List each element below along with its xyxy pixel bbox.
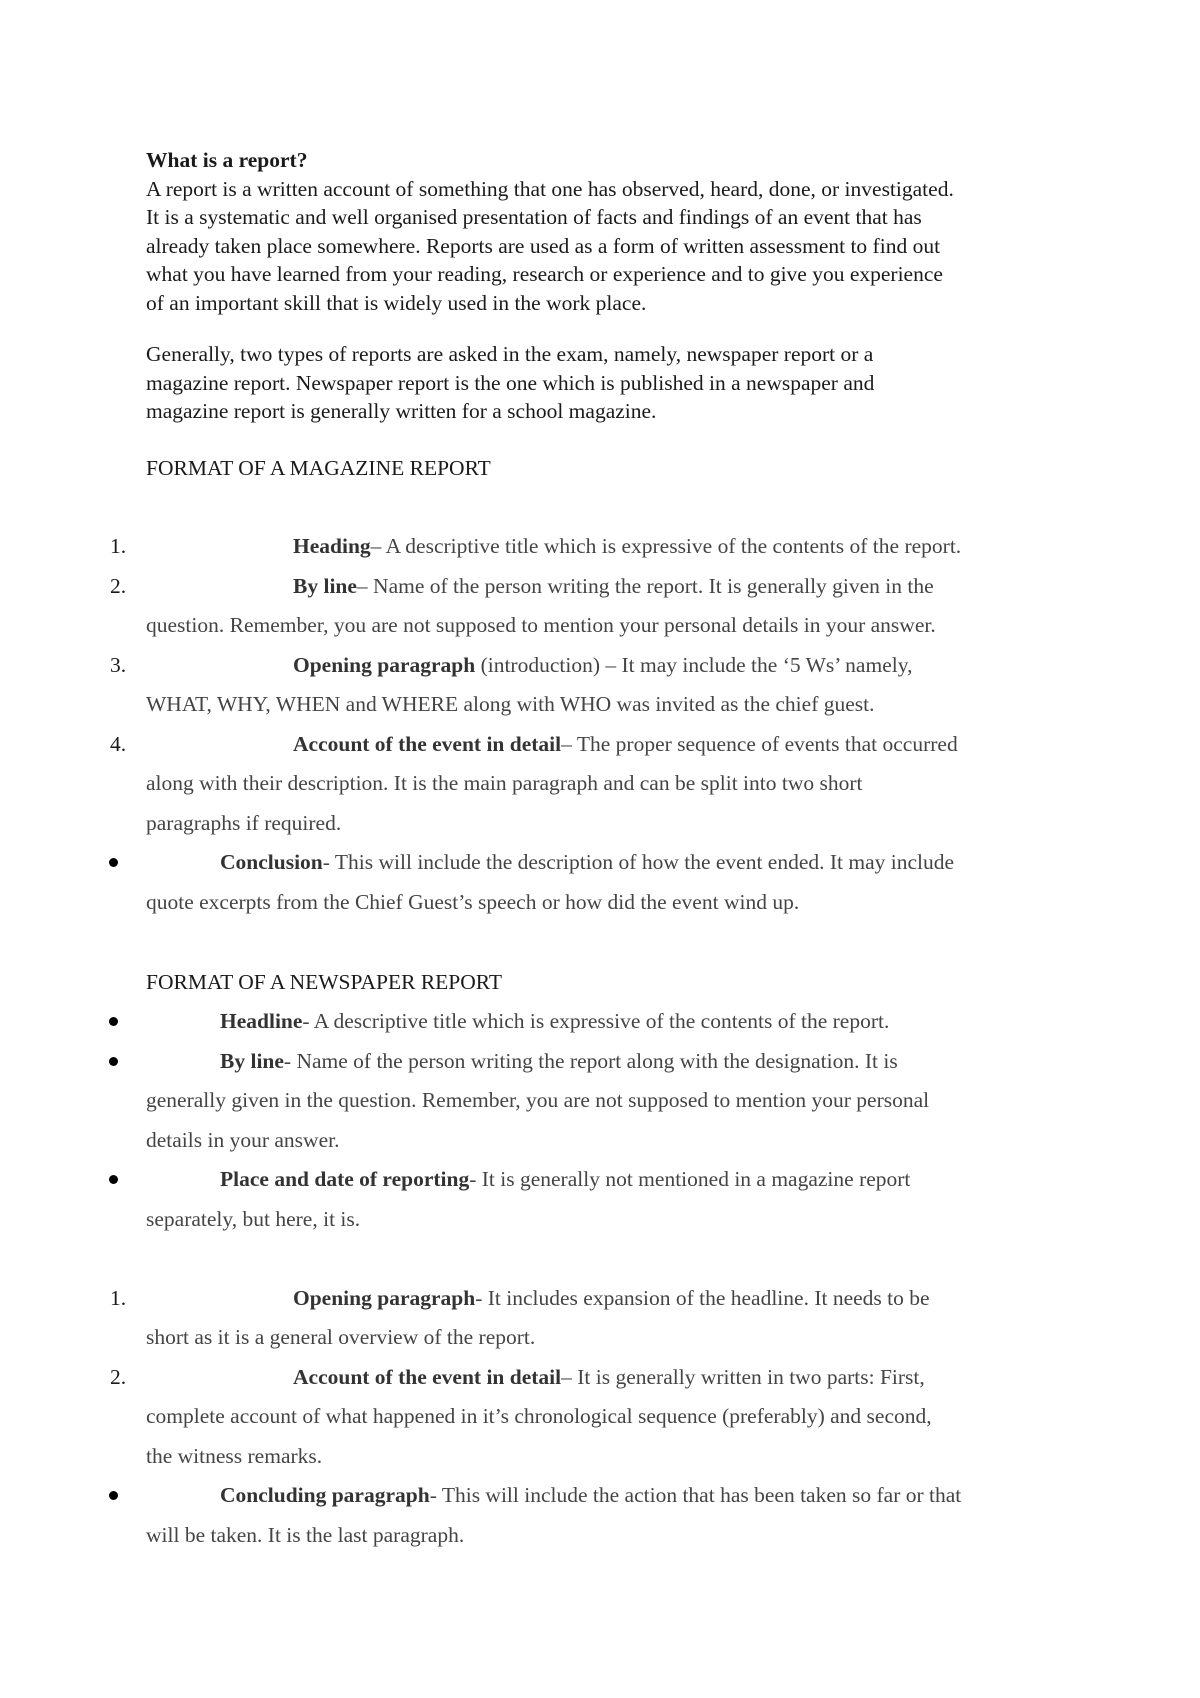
item-continuation [146,1318,1086,1358]
item-first-line [293,1279,930,1319]
item-continuation [146,606,1086,646]
continuation-line: the witness remarks. [146,1443,323,1468]
magazine-section-heading: FORMAT OF A MAGAZINE REPORT [146,456,491,480]
item-term: By line [293,573,357,598]
item-text: – Name of the person writing the report. It is generally given in the [356,573,934,598]
list-number: 1. [110,534,127,558]
item-continuation [146,764,1086,843]
item-first-line [293,567,934,607]
newspaper-section-heading: FORMAT OF A NEWSPAPER REPORT [146,970,502,994]
item-first-line [293,527,961,567]
item-term: Concluding paragraph [220,1483,430,1507]
item-term: Conclusion [220,850,323,874]
item-first-line [220,843,954,883]
types-line: Generally, two types of reports are asked in the exam, namely, newspaper report or a [146,342,874,366]
bullet-icon [109,858,118,867]
item-term: Opening paragraph [293,1285,476,1310]
types-line: magazine report. Newspaper report is the one which is published in a newspaper and [146,370,875,395]
item-term: Account of the event in detail [293,731,562,756]
item-term: Heading [293,534,371,558]
bullet-icon [109,1057,118,1066]
continuation-line: will be taken. It is the last paragraph. [146,1522,465,1547]
item-term: By line [220,1048,284,1073]
item-first-line [220,1476,961,1516]
item-first-line [220,1160,910,1200]
item-text: – A descriptive title which is expressive of the contents of the report. [370,534,962,558]
bullet-icon [109,1017,118,1026]
continuation-line: quote excerpts from the Chief Guest’s speech or how did the event wind up. [146,889,800,914]
intro-block [146,146,1076,317]
intro-line: what you have learned from your reading, research or experience and to give you experience [146,262,943,286]
item-continuation [146,883,1086,923]
item-continuation [146,1397,1086,1476]
list-number: 4. [110,731,127,756]
item-continuation [146,685,1086,725]
item-text: - It is generally not mentioned in a magazine report [469,1167,911,1191]
item-term: Account of the event in detail [293,1364,562,1389]
item-text: - It includes expansion of the headline. It needs to be [475,1285,930,1310]
item-continuation [146,1200,1086,1240]
continuation-line: question. Remember, you are not supposed to mention your personal details in your answer. [146,613,936,637]
item-text: - This will include the action that has been taken so far or that [429,1483,962,1507]
continuation-line: separately, but here, it is. [146,1206,361,1231]
item-continuation [146,1516,1086,1556]
item-first-line [220,1002,889,1042]
continuation-line: details in your answer. [146,1127,340,1152]
item-term: Opening paragraph [293,652,476,677]
intro-line: A report is a written account of something that one has observed, heard, done, or investigated. [146,176,954,201]
list-number: 3. [110,652,127,677]
intro-line: already taken place somewhere. Reports are used as a form of written assessment to find out [146,233,941,258]
intro-line: of an important skill that is widely used in the work place. [146,290,647,315]
item-text: – The proper sequence of events that occurred [561,731,958,756]
item-term: Headline [220,1009,303,1033]
item-text: - This will include the description of how the event ended. It may include [322,850,955,874]
item-continuation [146,1081,1086,1160]
continuation-line: along with their description. It is the main paragraph and can be split into two short [146,771,863,795]
types-line: magazine report is generally written for a school magazine. [146,399,657,423]
continuation-line: complete account of what happened in it’s chronological sequence (preferably) and second, [146,1404,932,1428]
continuation-line: short as it is a general overview of the report. [146,1325,536,1349]
item-text: - Name of the person writing the report along with the designation. It is [283,1048,898,1073]
continuation-line: paragraphs if required. [146,810,342,835]
types-paragraph [146,340,1076,426]
item-first-line [220,1042,898,1082]
intro-line: It is a systematic and well organised presentation of facts and findings of an event that has [146,205,922,229]
item-first-line [293,725,958,765]
item-first-line [293,646,912,686]
page-title: What is a report? [146,148,308,172]
item-text: - A descriptive title which is expressive of the contents of the report. [302,1009,890,1033]
bullet-icon [109,1491,118,1500]
item-text: (introduction) – It may include the ‘5 Ws’ namely, [475,652,913,677]
bullet-icon [109,1175,118,1184]
continuation-line: generally given in the question. Remember, you are not supposed to mention your personal [146,1088,930,1112]
item-text: – It is generally written in two parts: First, [561,1364,925,1389]
list-number: 2. [110,1364,127,1389]
continuation-line: WHAT, WHY, WHEN and WHERE along with WHO was invited as the chief guest. [146,692,875,716]
intro-paragraph [146,175,1076,318]
list-number: 1. [110,1285,127,1310]
list-number: 2. [110,573,127,598]
item-first-line [293,1358,925,1398]
item-term: Place and date of reporting [220,1167,470,1191]
